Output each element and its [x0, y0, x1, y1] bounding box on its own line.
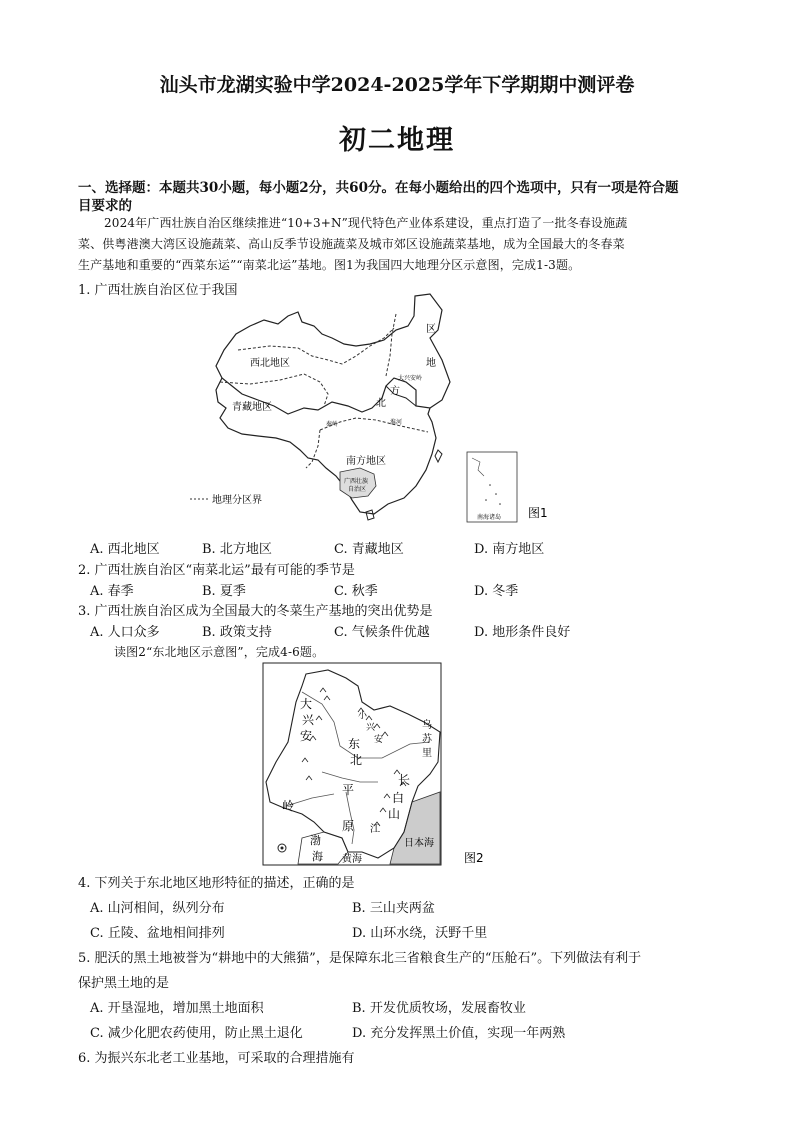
intro-line-2: 菜、供粤港澳大湾区设施蔬菜、高山反季节设施蔬菜及城市郊区设施蔬菜基地，成为全国最大的冬春菜 [78, 237, 625, 251]
label-su-a: 乌 [422, 720, 432, 731]
label-ling: 岭 [282, 799, 295, 813]
q5-option-a[interactable]: A. 开垦湿地，增加黑土地面积 [90, 1001, 264, 1016]
legend-text: 地理分区界 [212, 495, 262, 506]
q3-option-c[interactable]: C. 气候条件优越 [334, 625, 430, 640]
question-4: 4. 下列关于东北地区地形特征的描述，正确的是 [78, 876, 355, 891]
label-daxinganling: 大兴安岭 [398, 375, 423, 382]
label-shan: 山 [388, 807, 401, 821]
q5-option-c[interactable]: C. 减少化肥农药使用，防止黑土退化 [90, 1026, 303, 1041]
inset-label: 南海诸岛 [477, 514, 502, 521]
label-yuan: 原 [342, 819, 355, 833]
question-6: 6. 为振兴东北老工业基地，可采取的合理措施有 [78, 1051, 355, 1066]
question-1: 1. 广西壮族自治区位于我国 [78, 283, 238, 298]
south-sea-inset [467, 452, 517, 522]
q3-option-a[interactable]: A. 人口众多 [90, 625, 160, 640]
figure-1-label: 图1 [528, 506, 548, 520]
figure-2-label: 图2 [464, 851, 484, 865]
label-northwest: 西北地区 [250, 358, 290, 369]
label-bohai-a: 渤 [310, 834, 321, 847]
q4-option-c[interactable]: C. 丘陵、盆地相间排列 [90, 926, 225, 941]
q4-option-b[interactable]: B. 三山夹两盆 [352, 901, 435, 916]
q2-option-b[interactable]: B. 夏季 [202, 584, 246, 599]
label-north-d: 区 [426, 324, 436, 335]
q3-option-b[interactable]: B. 政策支持 [202, 625, 272, 640]
question-2: 2. 广西壮族自治区“南菜北运”最有可能的季节是 [78, 563, 355, 578]
label-bei: 北 [350, 753, 363, 767]
label-su-b: 苏 [422, 734, 432, 745]
q2-option-a[interactable]: A. 春季 [90, 584, 134, 599]
label-huanghai: 黄海 [342, 854, 362, 865]
q1-option-d[interactable]: D. 南方地区 [474, 542, 545, 557]
label-qingzang: 青藏地区 [232, 402, 272, 413]
label-xiao-b: 兴 [366, 723, 376, 733]
china-outline [216, 294, 450, 414]
q3-option-d[interactable]: D. 地形条件良好 [474, 625, 571, 640]
label-north-b: 方 [390, 386, 400, 397]
label-dong: 东 [348, 737, 361, 751]
label-bohai-b: 海 [312, 850, 323, 863]
q1-option-a[interactable]: A. 西北地区 [90, 542, 160, 557]
q2-option-d[interactable]: D. 冬季 [474, 584, 519, 599]
label-an: 安 [300, 729, 313, 743]
label-chang: 长 [398, 773, 411, 787]
section-heading-cont: 目要求的 [78, 198, 132, 214]
label-jiang: 江 [370, 824, 380, 835]
section-heading: 一、选择题：本题共30小题，每小题2分，共60分。在每小题给出的四个选项中，只有一项是符合题 [78, 180, 679, 196]
q4-option-a[interactable]: A. 山河相间，纵列分布 [90, 901, 225, 916]
label-xing: 兴 [302, 713, 315, 727]
question-5: 5. 肥沃的黑土地被誉为“耕地中的大熊猫”，是保障东北三省粮食生产的“压舱石”。下列做法有利于 [78, 951, 642, 966]
q4-option-d[interactable]: D. 山环水绕，沃野千里 [352, 926, 488, 941]
intro-line-1: 2024年广西壮族自治区继续推进“10+3+N”现代特色产业体系建设，重点打造了一批冬春设施蔬 [104, 216, 628, 230]
label-riben: 日本海 [404, 838, 434, 849]
label-xiao-a: 小 [358, 711, 368, 721]
boundary-mountain [386, 314, 396, 376]
q5-option-b[interactable]: B. 开发优质牧场，发展畜牧业 [352, 1001, 526, 1016]
q1-option-c[interactable]: C. 青藏地区 [334, 542, 404, 557]
q5-option-d[interactable]: D. 充分发挥黑土价值，实现一年两熟 [352, 1026, 566, 1041]
label-da: 大 [300, 697, 313, 711]
label-huaihe: 淮河 [390, 419, 403, 426]
exam-title: 汕头市龙湖实验中学2024-2025学年下学期期中测评卷 [159, 74, 635, 96]
label-north-c: 地 [426, 358, 436, 369]
label-ping: 平 [342, 783, 355, 797]
q2-option-c[interactable]: C. 秋季 [334, 584, 378, 599]
label-south: 南方地区 [346, 456, 386, 467]
subject-title: 初二地理 [339, 125, 455, 156]
question-3: 3. 广西壮族自治区成为全国最大的冬菜生产基地的突出优势是 [78, 604, 433, 619]
q1-option-b[interactable]: B. 北方地区 [202, 542, 272, 557]
northeast-map [262, 662, 502, 870]
label-north-a: 北 [376, 398, 386, 409]
intro-line-3: 生产基地和重要的“西菜东运”“南菜北运”基地。图1为我国四大地理分区示意图，完成1-3题。 [78, 258, 581, 272]
label-guangxi-a: 广西壮族 [344, 478, 369, 485]
boundary-qingzang [306, 430, 320, 468]
label-qinling: 秦岭 [326, 421, 339, 428]
question-5-cont: 保护黑土地的是 [78, 976, 170, 991]
label-su-c: 里 [422, 748, 432, 759]
label-guangxi-b: 自治区 [348, 486, 367, 493]
label-xiao-c: 安 [374, 735, 384, 745]
label-bai: 白 [392, 791, 405, 805]
read-figure-2: 读图2“东北地区示意图”，完成4-6题。 [114, 645, 325, 659]
china-regions-map [180, 290, 560, 530]
